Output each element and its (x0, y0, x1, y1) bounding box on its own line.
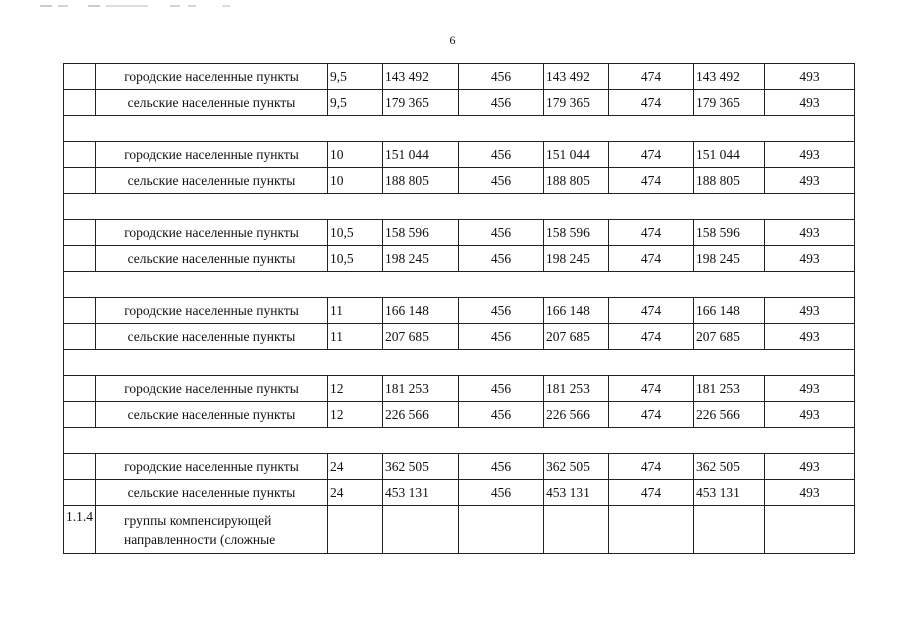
table-row (64, 454, 855, 480)
index-cell-3: 493 (765, 64, 855, 90)
index-cell-3: 493 (765, 168, 855, 194)
coefficient-cell: 10,5 (328, 220, 383, 246)
index-cell-2: 474 (609, 454, 694, 480)
table-row (64, 168, 855, 194)
index-cell-3: 493 (765, 376, 855, 402)
index-cell-2: 474 (609, 324, 694, 350)
amount-cell-3 (694, 506, 765, 554)
index-cell-3: 493 (765, 220, 855, 246)
index-cell-2: 474 (609, 168, 694, 194)
table-row (64, 402, 855, 428)
settlement-type-cell: городские населенные пункты (96, 64, 328, 90)
settlement-type-cell: сельские населенные пункты (96, 402, 328, 428)
settlement-type-cell: городские населенные пункты (96, 142, 328, 168)
index-cell-1: 456 (459, 402, 544, 428)
index-cell-3: 493 (765, 298, 855, 324)
amount-cell-3: 198 245 (694, 246, 765, 272)
index-cell-1: 456 (459, 142, 544, 168)
coefficient-cell: 24 (328, 480, 383, 506)
index-cell-3: 493 (765, 480, 855, 506)
amount-cell-2: 453 131 (544, 480, 609, 506)
row-number-cell: 1.1.4 (64, 506, 96, 554)
amount-cell-1 (383, 506, 459, 554)
amount-cell-3: 143 492 (694, 64, 765, 90)
row-number-cell (64, 90, 96, 116)
table-row (64, 376, 855, 402)
amount-cell-2: 166 148 (544, 298, 609, 324)
index-cell-2 (609, 506, 694, 554)
row-number-cell (64, 298, 96, 324)
scan-artifact-marks (40, 4, 240, 8)
coefficient-cell: 12 (328, 402, 383, 428)
amount-cell-3: 166 148 (694, 298, 765, 324)
index-cell-3: 493 (765, 454, 855, 480)
table-row (64, 142, 855, 168)
spacer-cell (64, 116, 855, 142)
index-cell-3: 493 (765, 246, 855, 272)
index-cell-1: 456 (459, 454, 544, 480)
coefficient-cell (328, 506, 383, 554)
index-cell-2: 474 (609, 480, 694, 506)
coefficient-cell: 10,5 (328, 246, 383, 272)
index-cell-3 (765, 506, 855, 554)
settlement-type-cell: сельские населенные пункты (96, 168, 328, 194)
amount-cell-3: 188 805 (694, 168, 765, 194)
index-cell-2: 474 (609, 90, 694, 116)
index-cell-2: 474 (609, 220, 694, 246)
amount-cell-2 (544, 506, 609, 554)
coefficient-cell: 10 (328, 142, 383, 168)
amount-cell-3: 151 044 (694, 142, 765, 168)
coefficient-cell: 11 (328, 298, 383, 324)
index-cell-1: 456 (459, 246, 544, 272)
table-body (64, 64, 855, 554)
spacer-row (64, 194, 855, 220)
table-row (64, 220, 855, 246)
index-cell-3: 493 (765, 90, 855, 116)
amount-cell-3: 453 131 (694, 480, 765, 506)
amount-cell-1: 207 685 (383, 324, 459, 350)
amount-cell-2: 158 596 (544, 220, 609, 246)
settlement-type-cell: сельские населенные пункты (96, 90, 328, 116)
spacer-cell (64, 350, 855, 376)
row-number-cell (64, 454, 96, 480)
index-cell-2: 474 (609, 64, 694, 90)
spacer-cell (64, 194, 855, 220)
table-row (64, 324, 855, 350)
spacer-row (64, 350, 855, 376)
amount-cell-1: 226 566 (383, 402, 459, 428)
row-number-cell (64, 402, 96, 428)
spacer-cell (64, 428, 855, 454)
row-number-cell (64, 324, 96, 350)
coefficient-cell: 10 (328, 168, 383, 194)
settlement-type-cell: городские населенные пункты (96, 376, 328, 402)
index-cell-1: 456 (459, 220, 544, 246)
amount-cell-1: 151 044 (383, 142, 459, 168)
index-cell-3: 493 (765, 142, 855, 168)
spacer-cell (64, 272, 855, 298)
amount-cell-3: 207 685 (694, 324, 765, 350)
amount-cell-1: 198 245 (383, 246, 459, 272)
coefficient-cell: 9,5 (328, 64, 383, 90)
settlement-type-cell: городские населенные пункты (96, 454, 328, 480)
index-cell-1: 456 (459, 168, 544, 194)
row-number-cell (64, 480, 96, 506)
amount-cell-2: 188 805 (544, 168, 609, 194)
amount-cell-3: 226 566 (694, 402, 765, 428)
amount-cell-1: 181 253 (383, 376, 459, 402)
amount-cell-2: 143 492 (544, 64, 609, 90)
row-number-cell (64, 220, 96, 246)
coefficient-cell: 9,5 (328, 90, 383, 116)
settlement-type-cell: сельские населенные пункты (96, 246, 328, 272)
settlement-type-cell: городские населенные пункты (96, 220, 328, 246)
amount-cell-3: 362 505 (694, 454, 765, 480)
row-number-cell (64, 376, 96, 402)
amount-cell-2: 226 566 (544, 402, 609, 428)
amount-cell-1: 158 596 (383, 220, 459, 246)
amount-cell-1: 362 505 (383, 454, 459, 480)
index-cell-1: 456 (459, 480, 544, 506)
index-cell-1: 456 (459, 64, 544, 90)
amount-cell-3: 179 365 (694, 90, 765, 116)
index-cell-1: 456 (459, 376, 544, 402)
amount-cell-2: 179 365 (544, 90, 609, 116)
row-number-cell (64, 168, 96, 194)
spacer-row (64, 428, 855, 454)
settlement-type-cell: городские населенные пункты (96, 298, 328, 324)
tariff-table (63, 63, 855, 554)
settlement-type-cell: сельские населенные пункты (96, 480, 328, 506)
index-cell-2: 474 (609, 142, 694, 168)
index-cell-2: 474 (609, 298, 694, 324)
index-cell-1: 456 (459, 90, 544, 116)
index-cell-2: 474 (609, 376, 694, 402)
spacer-row (64, 272, 855, 298)
amount-cell-2: 151 044 (544, 142, 609, 168)
table-row (64, 480, 855, 506)
amount-cell-1: 143 492 (383, 64, 459, 90)
amount-cell-1: 453 131 (383, 480, 459, 506)
coefficient-cell: 12 (328, 376, 383, 402)
spacer-row (64, 116, 855, 142)
settlement-type-cell: группы компенсирующей направленности (сложные (96, 506, 328, 554)
index-cell-1 (459, 506, 544, 554)
amount-cell-2: 198 245 (544, 246, 609, 272)
index-cell-3: 493 (765, 402, 855, 428)
amount-cell-1: 179 365 (383, 90, 459, 116)
row-number-cell (64, 64, 96, 90)
table-row (64, 246, 855, 272)
amount-cell-3: 158 596 (694, 220, 765, 246)
index-cell-1: 456 (459, 324, 544, 350)
amount-cell-2: 207 685 (544, 324, 609, 350)
table-row (64, 64, 855, 90)
coefficient-cell: 11 (328, 324, 383, 350)
row-number-cell (64, 142, 96, 168)
amount-cell-1: 188 805 (383, 168, 459, 194)
settlement-type-cell: сельские населенные пункты (96, 324, 328, 350)
table-row (64, 506, 855, 554)
amount-cell-1: 166 148 (383, 298, 459, 324)
page-number: 6 (449, 33, 456, 47)
amount-cell-2: 181 253 (544, 376, 609, 402)
amount-cell-3: 181 253 (694, 376, 765, 402)
index-cell-2: 474 (609, 246, 694, 272)
coefficient-cell: 24 (328, 454, 383, 480)
row-number-cell (64, 246, 96, 272)
index-cell-3: 493 (765, 324, 855, 350)
amount-cell-2: 362 505 (544, 454, 609, 480)
index-cell-1: 456 (459, 298, 544, 324)
table-row (64, 298, 855, 324)
table-row (64, 90, 855, 116)
index-cell-2: 474 (609, 402, 694, 428)
